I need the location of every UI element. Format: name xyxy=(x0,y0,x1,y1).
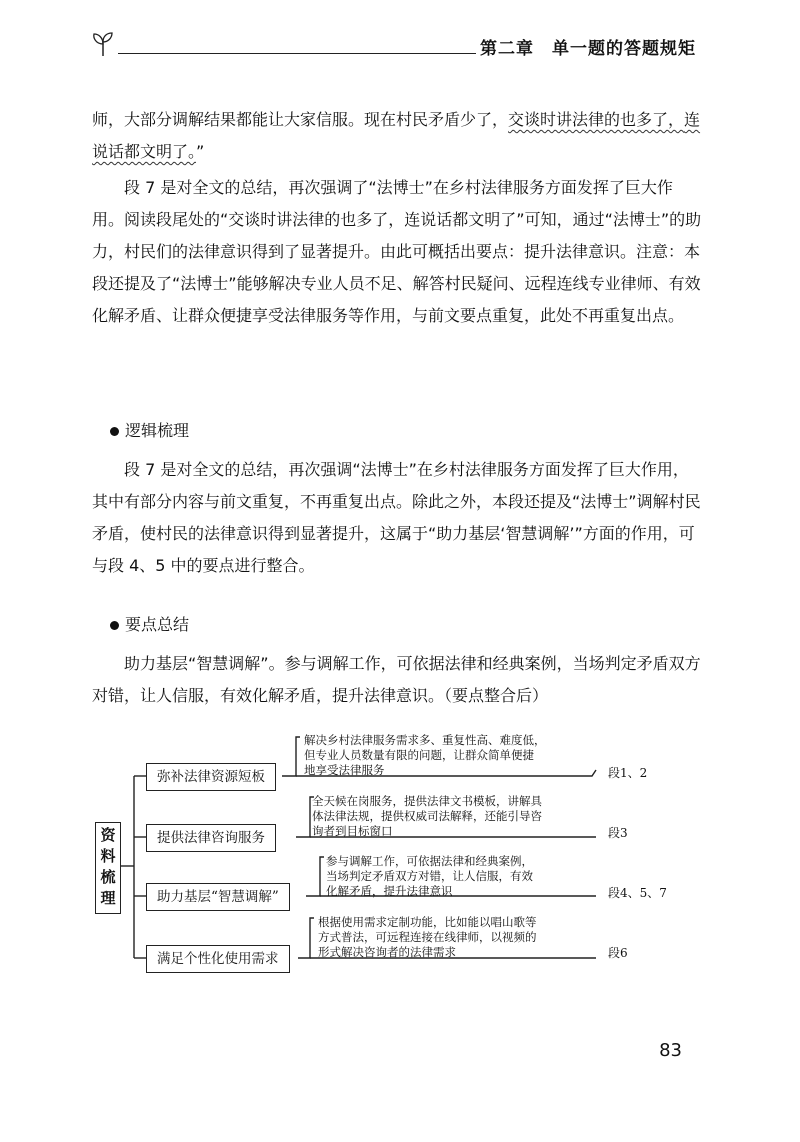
branch-description: 根据使用需求定制功能，比如能以唱山歌等 方式普法，可远程连接在线律师，以视频的 形式解决咨询者的法律需求 xyxy=(318,915,537,959)
mindmap-branch: 弥补法律资源短板 xyxy=(146,763,276,791)
section-heading-logic: 逻辑梳理 xyxy=(110,420,189,442)
chapter-title: 第二章 单一题的答题规矩 xyxy=(480,39,696,59)
mindmap-branch: 助力基层“智慧调解” xyxy=(146,883,290,911)
emphasized-quote: 交谈时讲法律的也多了， xyxy=(508,110,685,129)
mindmap-branch: 提供法律咨询服务 xyxy=(146,824,276,852)
page-number: 83 xyxy=(659,1040,682,1061)
branch-description: 参与调解工作，可依据法律和经典案例， 当场判定矛盾双方对错，让人信服，有效 化解矛盾，提升法律意识 xyxy=(326,854,533,898)
mindmap-root: 资料梳理 xyxy=(95,822,121,914)
emphasized-quote: 连说话都文明了。 xyxy=(92,110,701,161)
paragraph-reference: 段3 xyxy=(608,826,628,840)
section-heading-summary: 要点总结 xyxy=(110,614,189,636)
text-run: 师，大部分调解结果都能让大家信服。现在村民矛盾少了， xyxy=(92,110,509,129)
mindmap-branch: 满足个性化使用需求 xyxy=(146,945,290,973)
paragraph-reference: 段6 xyxy=(608,946,628,960)
paragraph-analysis: 段 7 是对全文的总结，再次强调了“法博士”在乡村法律服务方面发挥了巨大作用。阅读段尾处的“交谈时讲法律的也多了，连说话都文明了”可知，通过“法博士”的助力，村民们的法律意识得到了显著提升。由此可概括出要点：提升法律意识。注意：本段还提及了“法博士”能够解决专业人员不足、解答村民疑问、远程连线专业律师、有效化解矛盾、让群众便捷享受法律服务等作用，与前文要点重复，此处不再重复出点。 xyxy=(92,178,702,325)
paragraph-reference: 段1、2 xyxy=(608,766,648,780)
paragraph-summary: 助力基层“智慧调解”。参与调解工作，可依据法律和经典案例，当场判定矛盾双方对错，让人信服，有效化解矛盾，提升法律意识。（要点整合后） xyxy=(92,654,701,705)
branch-description: 全天候在岗服务，提供法律文书模板，讲解具 体法律法规，提供权威司法解释，还能引导咨 询者到目标窗口 xyxy=(312,794,542,838)
paragraph-logic: 段 7 是对全文的总结，再次强调“法博士”在乡村法律服务方面发挥了巨大作用，其中有部分内容与前文重复，不再重复出点。除此之外，本段还提及“法博士”调解村民矛盾，使村民的法律意识得到显著提升，这属于“助力基层‘智慧调解’”方面的作用，可与段 4、5 中的要点进行整合。 xyxy=(92,460,701,575)
text-run: ” xyxy=(196,142,205,161)
branch-description: 解决乡村法律服务需求多、重复性高、难度低， 但专业人员数量有限的问题，让群众简单便捷 地享受法律服务 xyxy=(304,733,546,777)
paragraph-reference: 段4、5、7 xyxy=(608,886,667,900)
